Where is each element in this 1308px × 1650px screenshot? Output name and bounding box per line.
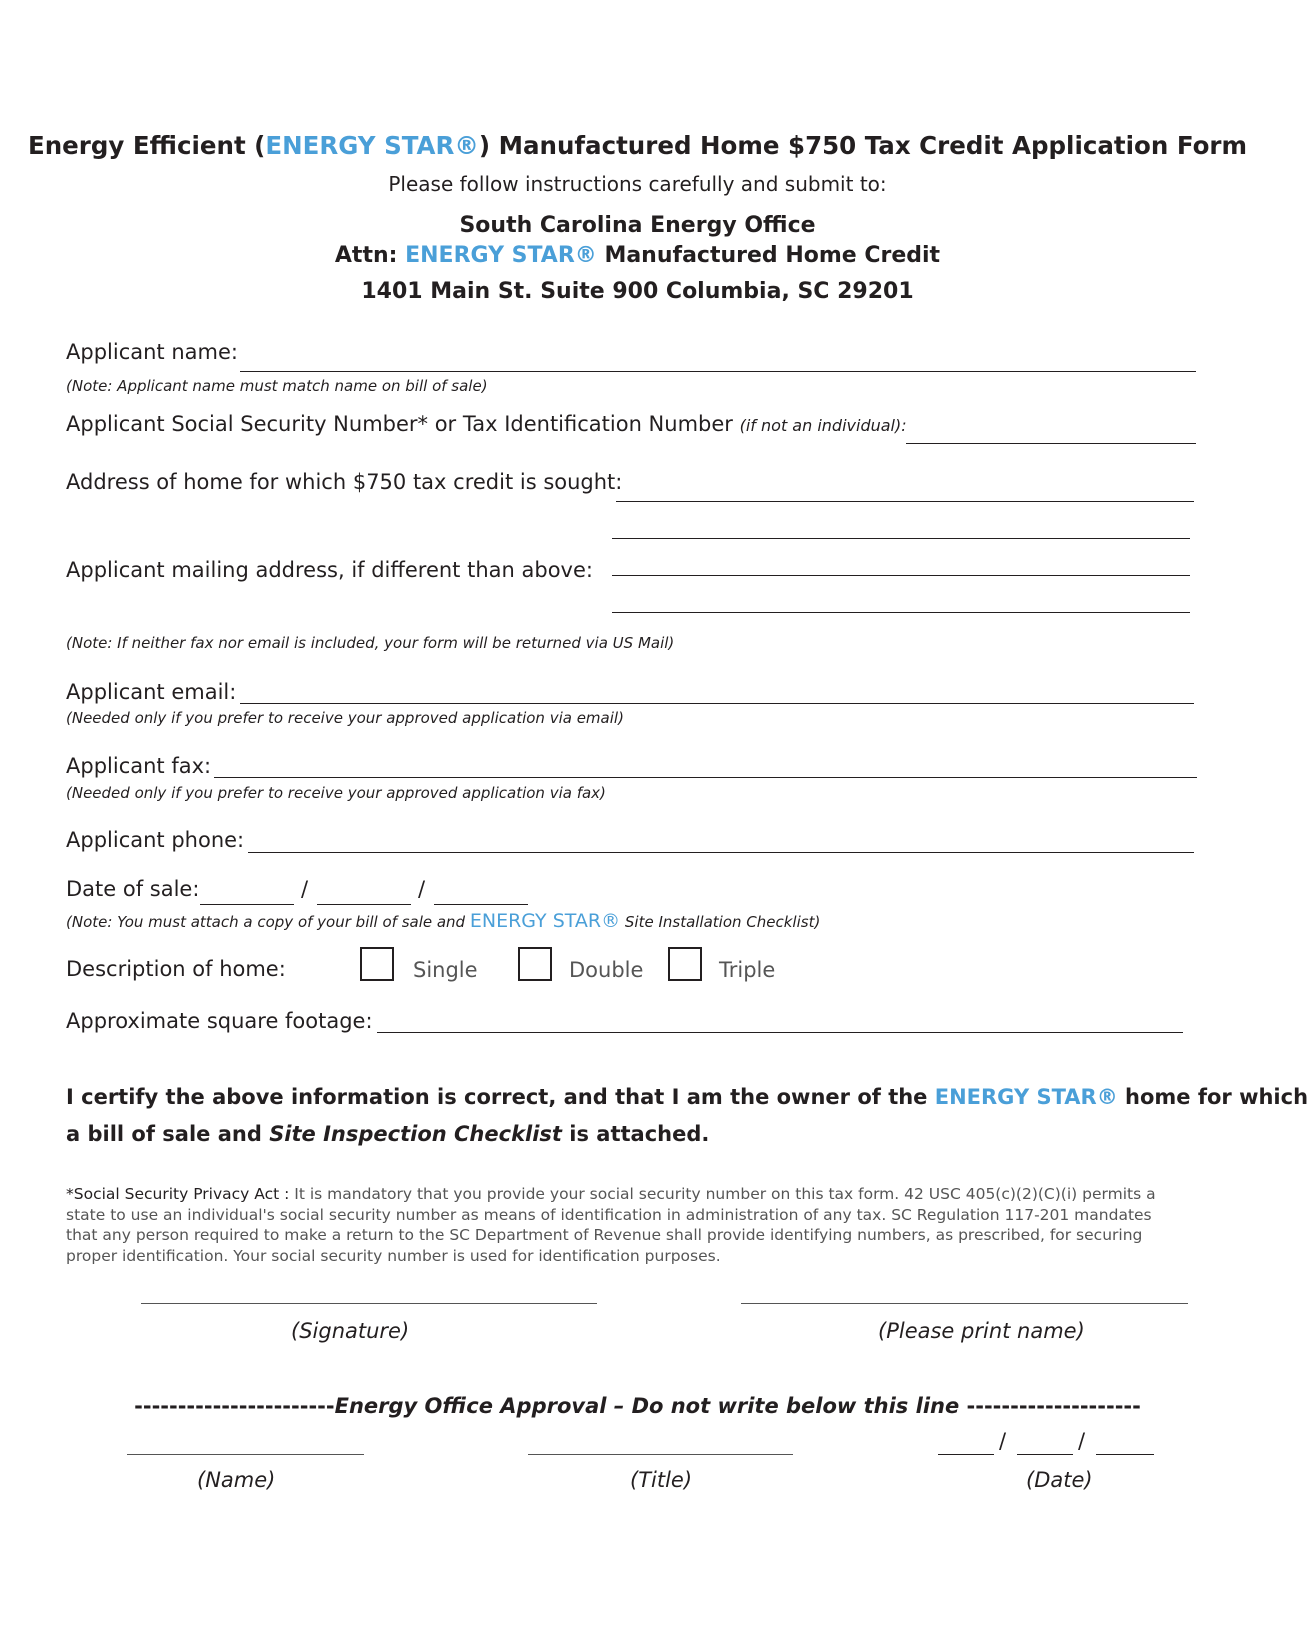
title-prefix: Energy Efficient ( bbox=[27, 131, 266, 160]
energy-star-brand: ENERGY STAR® bbox=[405, 243, 597, 268]
privacy-act-paragraph bbox=[66, 1184, 1186, 1266]
home-address-input-1[interactable] bbox=[616, 501, 1194, 502]
attn-suffix: Manufactured Home Credit bbox=[596, 243, 941, 268]
applicant-name-label: Applicant name: bbox=[66, 340, 238, 364]
dashes: -------------------- bbox=[966, 1394, 1141, 1418]
certify-text: a bill of sale and bbox=[66, 1122, 270, 1146]
certify-text: is attached. bbox=[561, 1122, 710, 1146]
approval-title-label: (Title) bbox=[630, 1468, 693, 1492]
certify-line-2 bbox=[66, 1122, 709, 1146]
instructions: Please follow instructions carefully and submit to: bbox=[388, 172, 887, 196]
single-option-label: Single bbox=[413, 958, 478, 982]
approval-month-input[interactable] bbox=[938, 1454, 994, 1455]
privacy-act-heading: *Social Security Privacy Act : bbox=[66, 1185, 290, 1203]
approval-date-label: (Date) bbox=[1026, 1468, 1093, 1492]
mailing-address-input-2[interactable] bbox=[612, 612, 1190, 613]
mailing-address-label: Applicant mailing address, if different than above: bbox=[66, 558, 593, 582]
date-separator: / bbox=[999, 1429, 1007, 1453]
date-separator: / bbox=[1078, 1429, 1086, 1453]
email-note: (Needed only if you prefer to receive your approved application via email) bbox=[66, 709, 624, 727]
certify-line-1 bbox=[66, 1085, 1308, 1109]
ssn-input[interactable] bbox=[906, 443, 1196, 444]
ssn-label bbox=[66, 412, 907, 436]
attn-prefix: Attn: bbox=[334, 243, 406, 268]
sale-day-input[interactable] bbox=[317, 904, 411, 905]
approval-year-input[interactable] bbox=[1096, 1454, 1154, 1455]
square-footage-input[interactable] bbox=[377, 1032, 1183, 1033]
home-address-label: Address of home for which $750 tax credit is sought: bbox=[66, 470, 623, 494]
signature-label: (Signature) bbox=[291, 1319, 410, 1343]
ssn-qualifier: (if not an individual): bbox=[739, 416, 907, 435]
certify-text: home for which bbox=[1117, 1085, 1308, 1109]
triple-checkbox[interactable] bbox=[668, 947, 702, 981]
approval-heading: Energy Office Approval – Do not write below this line bbox=[334, 1394, 960, 1418]
square-footage-label: Approximate square footage: bbox=[66, 1009, 373, 1033]
mailing-address-input-1[interactable] bbox=[612, 575, 1190, 576]
fax-note: (Needed only if you prefer to receive your approved application via fax) bbox=[66, 784, 606, 802]
date-separator: / bbox=[418, 877, 426, 901]
energy-star-brand: ENERGY STAR® bbox=[469, 910, 621, 932]
approval-name-label: (Name) bbox=[197, 1468, 276, 1492]
home-address-input-2[interactable] bbox=[612, 538, 1190, 539]
phone-input[interactable] bbox=[248, 852, 1194, 853]
applicant-name-note: (Note: Applicant name must match name on bill of sale) bbox=[66, 377, 488, 395]
signature-input[interactable] bbox=[141, 1303, 597, 1304]
checklist-name: Site Inspection Checklist bbox=[269, 1122, 562, 1146]
form-title bbox=[0, 131, 1275, 160]
ssn-label-text: Applicant Social Security Number* or Tax Identification Number bbox=[66, 412, 733, 436]
triple-option-label: Triple bbox=[719, 958, 776, 982]
dashes: ----------------------- bbox=[134, 1394, 335, 1418]
email-input[interactable] bbox=[240, 703, 1194, 704]
approval-day-input[interactable] bbox=[1017, 1454, 1073, 1455]
print-name-label: (Please print name) bbox=[878, 1319, 1085, 1343]
approval-divider bbox=[0, 1394, 1275, 1418]
attn-line bbox=[0, 243, 1275, 268]
date-note-suffix: Site Installation Checklist) bbox=[620, 913, 821, 931]
energy-star-brand: ENERGY STAR® bbox=[934, 1085, 1118, 1109]
title-suffix: ) Manufactured Home $750 Tax Credit Application Form bbox=[478, 131, 1248, 160]
date-separator: / bbox=[301, 877, 309, 901]
fax-input[interactable] bbox=[214, 777, 1197, 778]
certify-text: I certify the above information is correct, and that I am the owner of the bbox=[66, 1085, 935, 1109]
date-of-sale-label: Date of sale: bbox=[66, 877, 200, 901]
double-checkbox[interactable] bbox=[518, 947, 552, 981]
energy-star-brand: ENERGY STAR® bbox=[265, 131, 479, 160]
office-address: 1401 Main St. Suite 900 Columbia, SC 29201 bbox=[361, 279, 914, 304]
description-label: Description of home: bbox=[66, 957, 286, 981]
contact-note: (Note: If neither fax nor email is included, your form will be returned via US Mail) bbox=[66, 634, 675, 652]
approval-name-input[interactable] bbox=[127, 1454, 364, 1455]
email-label: Applicant email: bbox=[66, 680, 237, 704]
date-of-sale-note bbox=[66, 910, 820, 932]
print-name-input[interactable] bbox=[741, 1303, 1188, 1304]
fax-label: Applicant fax: bbox=[66, 754, 212, 778]
privacy-act-text: It is mandatory that you provide your social security number on this tax form. 42 USC 405(c)(2)(C)(i) permits a state to use an individual's social security number as means of identification in administration of any tax. SC Regulation 117-201 mandates that any person required to make a return to the SC Department of Revenue shall provide identifying numbers, as prescribed, for securing proper identification. Your social security number is used for identification purposes. bbox=[66, 1185, 1156, 1265]
phone-label: Applicant phone: bbox=[66, 828, 245, 852]
approval-title-input[interactable] bbox=[528, 1454, 793, 1455]
office-name: South Carolina Energy Office bbox=[459, 213, 816, 238]
single-checkbox[interactable] bbox=[360, 947, 394, 981]
date-note-prefix: (Note: You must attach a copy of your bill of sale and bbox=[66, 913, 470, 931]
sale-month-input[interactable] bbox=[200, 904, 294, 905]
applicant-name-input[interactable] bbox=[240, 371, 1196, 372]
sale-year-input[interactable] bbox=[434, 904, 528, 905]
double-option-label: Double bbox=[569, 958, 644, 982]
